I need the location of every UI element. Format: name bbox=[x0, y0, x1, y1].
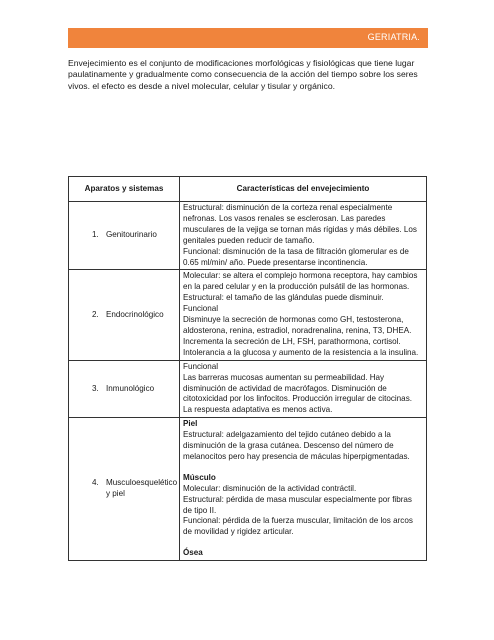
aging-table bbox=[68, 176, 427, 561]
system-name: Inmunológico bbox=[106, 383, 155, 393]
characteristic-line: Intolerancia a la glucosa y aumento de la resistencia a la insulina. bbox=[183, 347, 419, 357]
row-number: 1. bbox=[92, 230, 99, 240]
characteristic-line: Las barreras mucosas aumentan su permeabilidad. Hay disminución de actividad de macrófagos. Disminución de citotoxicidad por los linfocitos. Producción irregular de citocinas. La respuesta adaptativa es menos activa. bbox=[183, 372, 412, 415]
system-cell bbox=[69, 202, 180, 270]
header-title: GERIATRIA. bbox=[367, 32, 420, 42]
system-cell bbox=[69, 418, 180, 561]
table-row bbox=[69, 418, 427, 561]
system-cell bbox=[69, 360, 180, 418]
characteristics-cell bbox=[180, 418, 427, 561]
system-name: Genitourinario bbox=[106, 230, 157, 240]
characteristic-line: Estructural: pérdida de masa muscular especialmente por fibras de tipo II. bbox=[183, 494, 412, 515]
table-row bbox=[69, 360, 427, 418]
row-number: 4. bbox=[92, 478, 99, 488]
characteristic-line: Disminuye la secreción de hormonas como GH, testosterona, aldosterona, renina, estradiol, noradrenalina, renina, T3, DHEA. Incrementa la secreción de LH, FSH, parathormona, cortisol. bbox=[183, 315, 412, 346]
header-band bbox=[68, 28, 428, 48]
table-header-row bbox=[69, 177, 427, 202]
characteristic-line: Estructural: el tamaño de las glándulas puede disminuir. bbox=[183, 293, 384, 303]
table-row bbox=[69, 202, 427, 270]
row-number: 3. bbox=[92, 383, 99, 393]
characteristic-line: Estructural: disminución de la corteza renal especialmente nefronas. Los vasos renales se esclerosan. Las paredes musculares de la vejiga se tornan más rígidas y más débiles. Los genitales pueden reducir de tamaño. bbox=[183, 203, 417, 245]
characteristic-line: Molecular: disminución de la actividad contráctil. bbox=[183, 483, 357, 493]
characteristics-cell bbox=[180, 360, 427, 418]
characteristic-line: Funcional: disminución de la tasa de filtración glomerular es de 0.65 ml/min/ año. Puede presentarse incontinencia. bbox=[183, 246, 409, 267]
characteristic-line: Estructural: adelgazamiento del tejido cutáneo debido a la disminución de la grasa cutánea. Descenso del número de melanocitos pero hay presencia de máculas hiperpigmentadas. bbox=[183, 430, 410, 461]
section-title-muscle: Músculo bbox=[183, 472, 216, 482]
intro-paragraph: Envejecimiento es el conjunto de modificaciones morfológicas y fisiológicas que tiene lugar paulatinamente y gradualmente como consecuencia de la acción del tiempo sobre los seres vivos. el efecto es desde a nivel molecular, celular y tisular y orgánico. bbox=[68, 58, 418, 91]
column-header-systems: Aparatos y sistemas bbox=[69, 177, 180, 202]
system-name: Musculoesquelético y piel bbox=[106, 478, 178, 499]
characteristics-cell bbox=[180, 202, 427, 270]
characteristic-line: Molecular: se altera el complejo hormona receptora, hay cambios en la pared celular y en la producción pulsátil de las hormonas. bbox=[183, 271, 418, 292]
column-header-characteristics: Características del envejecimiento bbox=[180, 177, 427, 202]
characteristic-line: Funcional bbox=[183, 304, 219, 314]
characteristic-line: Funcional bbox=[183, 361, 219, 371]
row-number: 2. bbox=[92, 309, 99, 319]
section-title-bone: Ósea bbox=[183, 548, 203, 558]
system-cell bbox=[69, 270, 180, 360]
characteristics-cell bbox=[180, 270, 427, 360]
section-title-skin: Piel bbox=[183, 419, 198, 429]
characteristic-line: Funcional: pérdida de la fuerza muscular, limitación de los arcos de movilidad y rigidez articular. bbox=[183, 516, 413, 537]
table-row bbox=[69, 270, 427, 360]
system-name: Endocrinológico bbox=[106, 309, 164, 319]
